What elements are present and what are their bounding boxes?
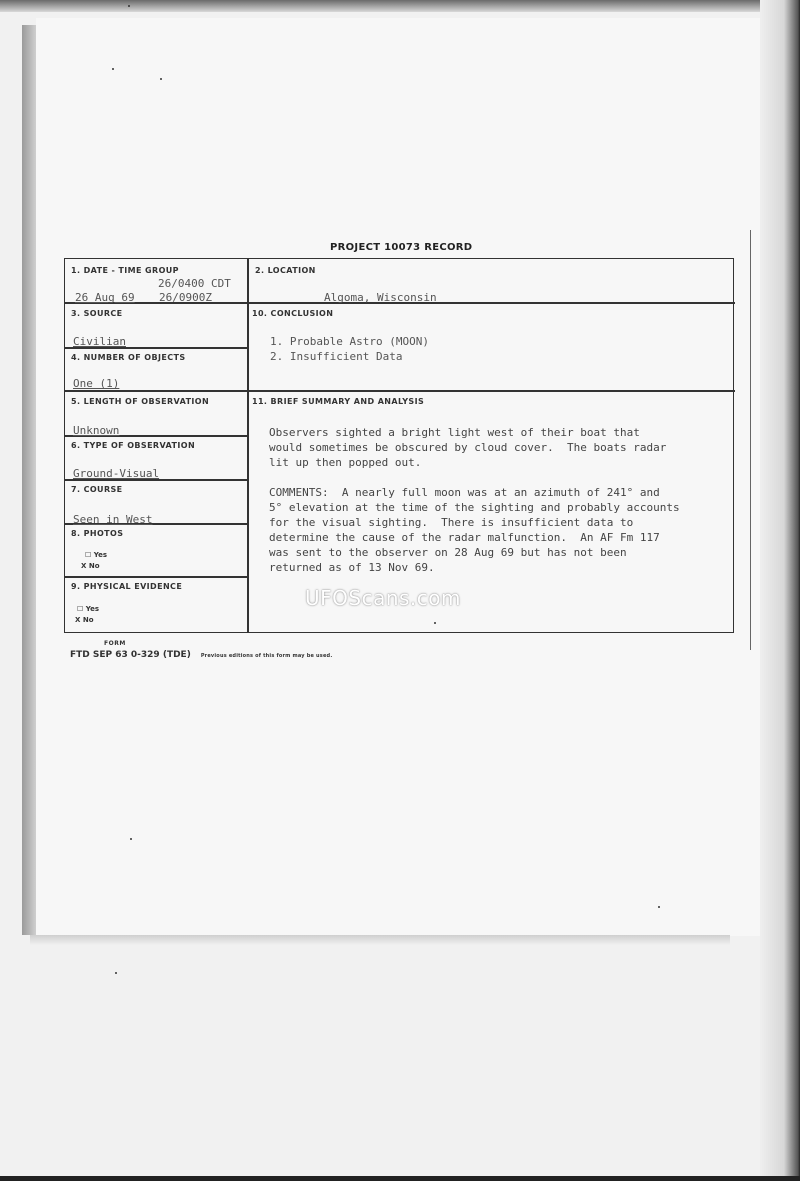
date-time-zulu: 26/0900Z: [159, 291, 212, 304]
row-divider: [65, 390, 735, 392]
location-label: 2. LOCATION: [255, 266, 316, 275]
scan-speck: [434, 622, 436, 624]
scan-speck: [128, 5, 130, 7]
course-label: 7. COURSE: [71, 485, 123, 494]
source-value: Civilian: [73, 335, 126, 348]
summary-text: Observers sighted a bright light west of their boat that would sometimes be obscured by cloud cover. The boats radar lit up then popped out. COMMENTS: A nearly full moon was at an azimuth of 241° and 5° elevation at the time of the sighting and probably accounts for the visual sighting. There is insufficient data to determine the cause of the radar malfunction. An AF Fm 117 was sent to the observer on 28 Aug 69 but has not been returned as of 13 Nov 69.: [269, 426, 680, 574]
scan-speck: [658, 906, 660, 908]
row-divider: [65, 576, 247, 578]
photos-label: 8. PHOTOS: [71, 529, 124, 538]
evidence-no-checkbox: [75, 616, 94, 624]
record-form: [64, 258, 734, 633]
number-of-objects-label: 4. NUMBER OF OBJECTS: [71, 353, 186, 362]
date-time-local: 26/0400 CDT: [158, 277, 231, 290]
paper-lower-edge: [30, 935, 730, 945]
scan-right-edge: [760, 0, 800, 1181]
photos-no-label: No: [88, 562, 100, 570]
course-value: Seen in West: [73, 513, 153, 526]
watermark: UFOScans.com: [305, 586, 461, 610]
physical-evidence-label: 9. PHYSICAL EVIDENCE: [71, 582, 183, 591]
photos-no-checkbox: [81, 562, 100, 570]
form-footer: [70, 650, 332, 660]
photos-yes-label: Yes: [93, 551, 108, 559]
date-time-label: 1. DATE - TIME GROUP: [71, 266, 179, 275]
conclusion-item-1: 1. Probable Astro (MOON): [270, 335, 429, 348]
column-divider: [247, 259, 249, 632]
footer-note: Previous editions of this form may be used.: [200, 653, 333, 659]
form-title: PROJECT 10073 RECORD: [330, 242, 473, 253]
scan-bottom-edge: [0, 1176, 800, 1181]
summary-label: 11. BRIEF SUMMARY AND ANALYSIS: [252, 397, 425, 406]
type-of-observation-label: 6. TYPE OF OBSERVATION: [71, 441, 196, 450]
footer-form-word: FORM: [104, 640, 126, 647]
source-label: 3. SOURCE: [71, 309, 123, 318]
length-of-observation-value: Unknown: [73, 424, 120, 437]
photos-no-mark: X: [81, 562, 87, 570]
scan-speck: [130, 838, 132, 840]
number-of-objects-value: One (1): [73, 377, 120, 390]
form-id: FTD SEP 63 0-329 (TDE): [70, 650, 191, 660]
scan-left-shadow: [22, 25, 36, 935]
length-of-observation-label: 5. LENGTH OF OBSERVATION: [71, 397, 210, 406]
evidence-no-label: No: [82, 616, 94, 624]
scan-speck: [160, 78, 162, 80]
evidence-yes-label: Yes: [85, 605, 100, 613]
scan-speck: [115, 972, 117, 974]
scan-top-edge: [0, 0, 800, 12]
scan-speck: [112, 68, 114, 70]
photos-yes-checkbox: [85, 551, 107, 559]
location-value: Algoma, Wisconsin: [324, 291, 437, 304]
date-value: 26 Aug 69: [75, 291, 135, 304]
conclusion-label: 10. CONCLUSION: [252, 309, 334, 318]
type-of-observation-value: Ground-Visual: [73, 467, 160, 480]
photos-yes-mark: ☐: [85, 551, 92, 559]
evidence-no-mark: X: [75, 616, 81, 624]
evidence-yes-checkbox: [77, 605, 99, 613]
evidence-yes-mark: ☐: [77, 605, 84, 613]
conclusion-item-2: 2. Insufficient Data: [270, 350, 403, 363]
margin-rule: [750, 230, 751, 650]
